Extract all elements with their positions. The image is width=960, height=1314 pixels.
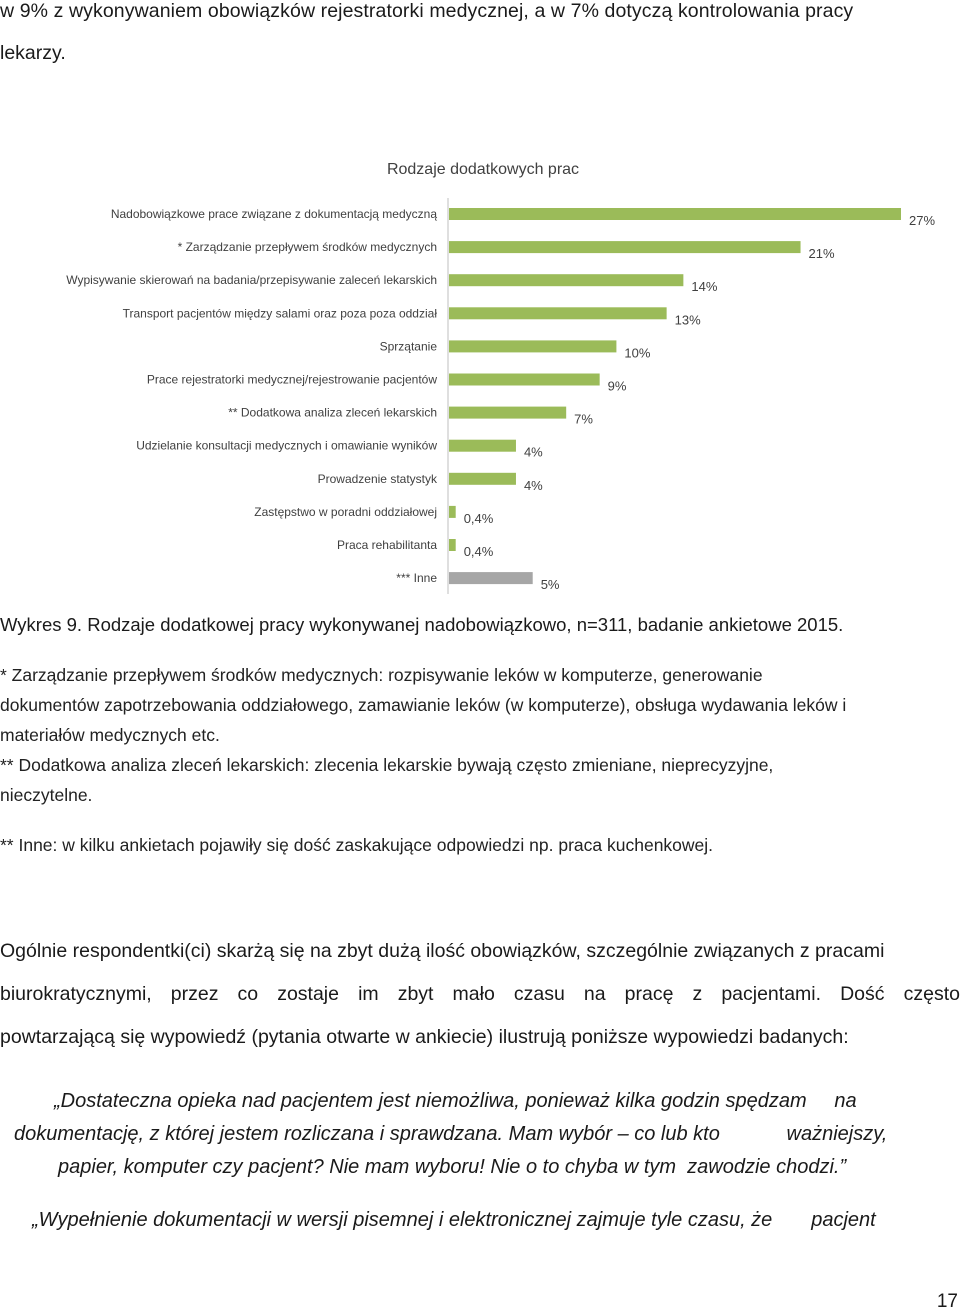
note-1-line-2: dokumentów zapotrzebowania oddziałowego, zamawianie leków (w komputerze), obsługa wydawania leków i: [0, 695, 847, 715]
value-label: 27%: [909, 213, 936, 228]
category-label: Prace rejestratorki medycznej/rejestrowanie pacjentów: [146, 372, 437, 387]
bar: [449, 274, 683, 286]
paragraph-line-3: powtarzającą się wypowiedź (pytania otwarte w ankiecie) ilustrują poniższe wypowiedzi badanych:: [0, 1026, 849, 1048]
category-label: *** Inne: [396, 571, 437, 586]
value-label: 10%: [624, 345, 651, 361]
bar: [449, 374, 600, 386]
paragraph-word: co: [237, 983, 259, 1005]
value-label: 7%: [574, 411, 593, 427]
note-1-line-3: materiałów medycznych etc.: [0, 725, 220, 745]
value-label: 4%: [523, 477, 543, 493]
category-label: Sprzątanie: [379, 339, 437, 354]
paragraph-word: pacjentami.: [721, 983, 822, 1005]
bar-chart: [0, 150, 960, 600]
category-label: Wypisywanie skierowań na badania/przepisywanie zaleceń lekarskich: [66, 273, 437, 288]
category-label: Udzielanie konsultacji medycznych i omawianie wyników: [136, 438, 437, 453]
bar: [449, 506, 456, 518]
paragraph-word: na: [583, 983, 606, 1005]
bar: [449, 208, 901, 220]
quote-1-line-2: dokumentację, z której jestem rozliczana i sprawdzana. Mam wybór – co lub kto ważniejszy,: [14, 1123, 888, 1145]
value-label: 5%: [540, 577, 560, 593]
page-number: 17: [936, 1291, 958, 1312]
quote-1-line-3: papier, komputer czy pacjent? Nie mam wyboru! Nie o to chyba w tym zawodzie chodzi.”: [58, 1156, 847, 1178]
category-label: Zastępstwo w poradni oddziałowej: [254, 504, 437, 519]
note-1-line-1: * Zarządzanie przepływem środków medycznych: rozpisywanie leków w komputerze, generowanie: [0, 665, 763, 685]
bar: [449, 440, 516, 452]
paragraph-word: Dość: [840, 983, 885, 1005]
bar: [449, 572, 533, 584]
category-label: * Zarządzanie przepływem środków medycznych: [177, 240, 437, 255]
value-label: 13%: [674, 312, 701, 328]
category-label: Prowadzenie statystyk: [317, 471, 437, 486]
intro-line-2: lekarzy.: [0, 42, 66, 64]
note-3: ** Inne: w kilku ankietach pojawiły się dość zaskakujące odpowiedzi np. praca kuchenkowej.: [0, 835, 714, 855]
paragraph-word: pracę: [624, 983, 674, 1005]
paragraph-line-1: Ogólnie respondentki(ci) skarżą się na zbyt dużą ilość obowiązków, szczególnie związanych z pracami: [0, 940, 885, 962]
bar: [449, 473, 516, 485]
note-2-line-2: nieczytelne.: [0, 785, 93, 805]
bar: [449, 307, 667, 319]
intro-line-1: w 9% z wykonywaniem obowiązków rejestratorki medycznej, a w 7% dotyczą kontrolowania pracy: [0, 0, 854, 22]
value-label: 0,4%: [463, 544, 494, 559]
category-label: Praca rehabilitanta: [336, 538, 437, 552]
figure-caption: Wykres 9. Rodzaje dodatkowej pracy wykonywanej nadobowiązkowo, n=311, badanie ankietowe 2015.: [0, 614, 844, 635]
paragraph-word: zostaje: [277, 983, 339, 1005]
category-label: ** Dodatkowa analiza zleceń lekarskich: [228, 405, 437, 420]
paragraph-word: przez: [170, 983, 219, 1005]
paragraph-word: im: [358, 983, 379, 1005]
bar: [449, 241, 801, 253]
note-2-line-1: ** Dodatkowa analiza zleceń lekarskich: zlecenia lekarskie bywają często zmieniane, nieprecyzyjne,: [0, 755, 774, 775]
bar: [449, 340, 616, 352]
category-label: Transport pacjentów między salami oraz poza poza oddział: [122, 306, 437, 321]
value-label: 0,4%: [463, 510, 494, 526]
paragraph-word: biurokratycznymi,: [0, 983, 152, 1005]
paragraph-word: z: [692, 983, 703, 1005]
bar: [449, 407, 566, 419]
chart-title: Rodzaje dodatkowych prac: [386, 161, 580, 178]
paragraph-word: zbyt: [397, 983, 434, 1005]
value-label: 21%: [808, 246, 835, 262]
value-label: 9%: [607, 378, 627, 394]
quote-2-line-1: „Wypełnienie dokumentacji w wersji pisemnej i elektronicznej zajmuje tyle czasu, że pacjent: [32, 1209, 876, 1231]
paragraph-word: często: [903, 983, 960, 1005]
paragraph-word: mało: [452, 983, 495, 1005]
quote-1-line-1: „Dostateczna opieka nad pacjentem jest niemożliwa, ponieważ kilka godzin spędzam na: [54, 1090, 857, 1112]
value-label: 4%: [523, 444, 543, 460]
paragraph-line-2: [0, 983, 960, 1006]
paragraph-word: czasu: [513, 983, 565, 1005]
category-label: Nadobowiązkowe prace związane z dokumentacją medyczną: [110, 207, 437, 221]
value-label: 14%: [691, 279, 718, 295]
bar: [449, 539, 456, 551]
